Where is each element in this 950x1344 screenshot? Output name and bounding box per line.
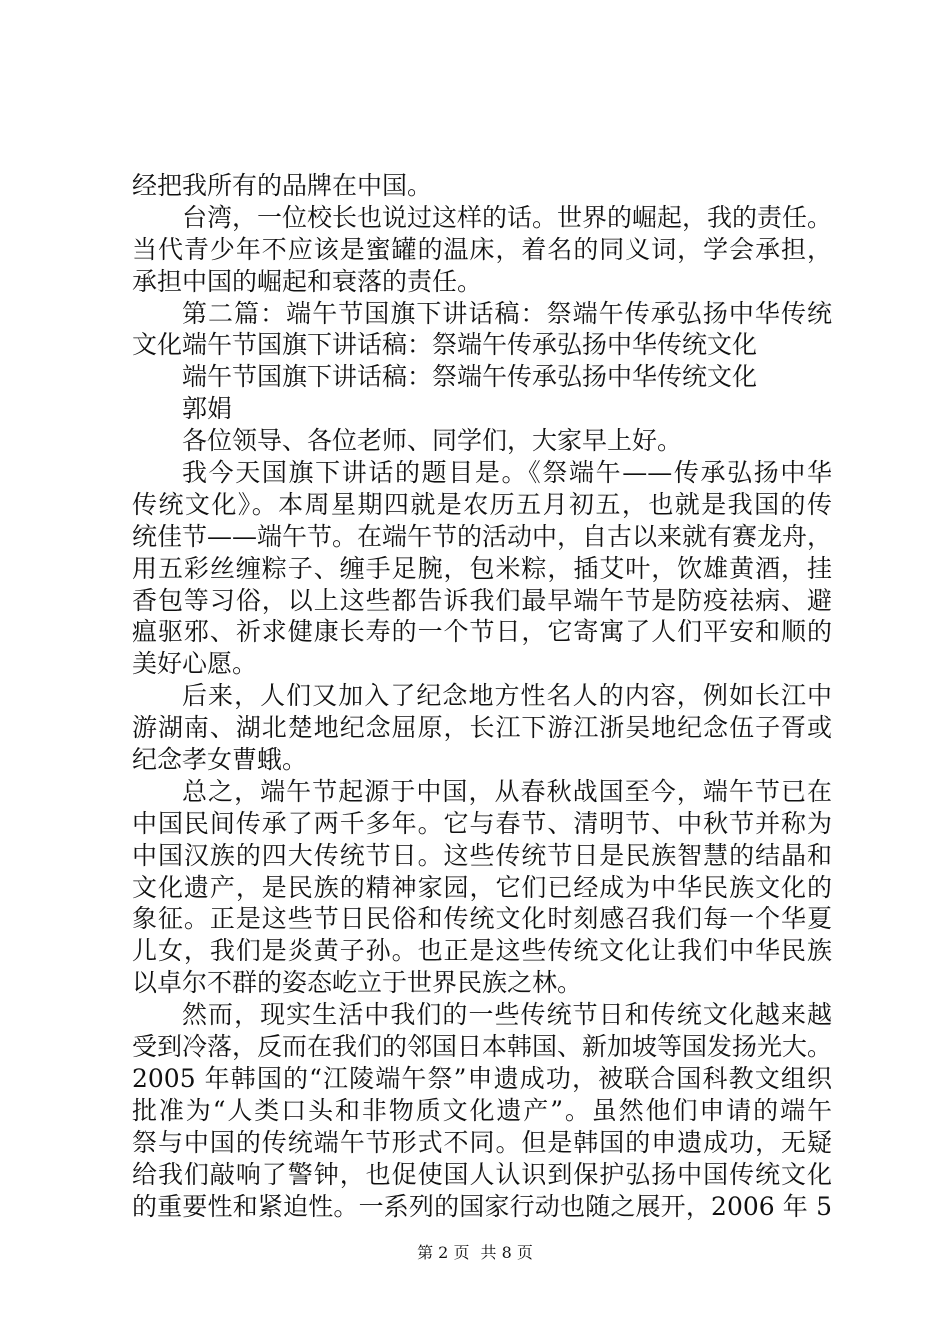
text-line: 郭娟: [182, 394, 233, 424]
text-line: 批准为“人类口头和非物质文化遗产”。虽然他们申请的端午: [132, 1095, 832, 1125]
text-line: 游湖南、湖北楚地纪念屈原，长江下游江浙吴地纪念伍子胥或: [132, 713, 832, 743]
text-line: 我今天国旗下讲话的题目是。《祭端午——传承弘扬中华: [182, 458, 832, 488]
text-line: 文化遗产，是民族的精神家园，它们已经成为中华民族文化的: [132, 872, 832, 902]
text-line: 文化端午节国旗下讲话稿：祭端午传承弘扬中华传统文化: [132, 330, 758, 360]
text-line: 以卓尔不群的姿态屹立于世界民族之林。: [132, 968, 583, 998]
text-line: 承担中国的崛起和衰落的责任。: [132, 266, 483, 296]
text-line: 经把我所有的品牌在中国。: [132, 171, 433, 200]
document-body: [132, 170, 832, 1222]
text-line: 传统文化》。本周星期四就是农历五月初五，也就是我国的传: [132, 489, 832, 519]
text-line: 给我们敲响了警钟，也促使国人认识到保护弘扬中国传统文化: [132, 1159, 832, 1189]
text-line: 香包等习俗，以上这些都告诉我们最早端午节是防疫祛病、避: [132, 585, 832, 615]
page-footer: [0, 1243, 950, 1263]
text-line: 象征。正是这些节日民俗和传统文化时刻感召我们每一个华夏: [132, 904, 832, 934]
page-number: 第 2 页: [417, 1243, 470, 1262]
page-total: 共 8 页: [480, 1243, 533, 1262]
text-line: 2005 年韩国的“江陵端午祭”申遗成功，被联合国科教文组织: [132, 1063, 832, 1093]
text-line: 总之，端午节起源于中国，从春秋战国至今，端午节已在: [182, 776, 832, 806]
text-line: 中国民间传承了两千多年。它与春节、清明节、中秋节并称为: [132, 808, 832, 838]
text-line: 美好心愿。: [132, 649, 258, 679]
text-line: 统佳节——端午节。在端午节的活动中，自古以来就有赛龙舟，: [132, 521, 833, 551]
text-line: 受到冷落，反而在我们的邻国日本韩国、新加坡等国发扬光大。: [132, 1032, 833, 1062]
text-line: 台湾，一位校长也说过这样的话。世界的崛起，我的责任。: [182, 202, 833, 232]
text-line: 的重要性和紧迫性。一系列的国家行动也随之展开，2006 年 5: [132, 1191, 832, 1221]
text-line: 用五彩丝缠粽子、缠手足腕，包米粽，插艾叶，饮雄黄酒，挂: [132, 553, 832, 583]
text-line: 然而，现实生活中我们的一些传统节日和传统文化越来越: [182, 1000, 832, 1030]
text-line: 当代青少年不应该是蜜罐的温床，着名的同义词，学会承担，: [132, 234, 832, 264]
text-line: 端午节国旗下讲话稿：祭端午传承弘扬中华传统文化: [182, 362, 758, 392]
text-line: 纪念孝女曹蛾。: [132, 745, 308, 775]
text-line: 中国汉族的四大传统节日。这些传统节日是民族智慧的结晶和: [132, 840, 832, 870]
text-line: 瘟驱邪、祈求健康长寿的一个节日，它寄寓了人们平安和顺的: [132, 617, 832, 647]
text-line: 后来，人们又加入了纪念地方性名人的内容，例如长江中: [182, 681, 832, 711]
text-line: 儿女，我们是炎黄子孙。也正是这些传统文化让我们中华民族: [132, 936, 832, 966]
text-line: 祭与中国的传统端午节形式不同。但是韩国的申遗成功，无疑: [132, 1127, 832, 1157]
text-line: 各位领导、各位老师、同学们，大家早上好。: [182, 426, 683, 456]
text-line: 第二篇：端午节国旗下讲话稿：祭端午传承弘扬中华传统: [182, 298, 832, 328]
